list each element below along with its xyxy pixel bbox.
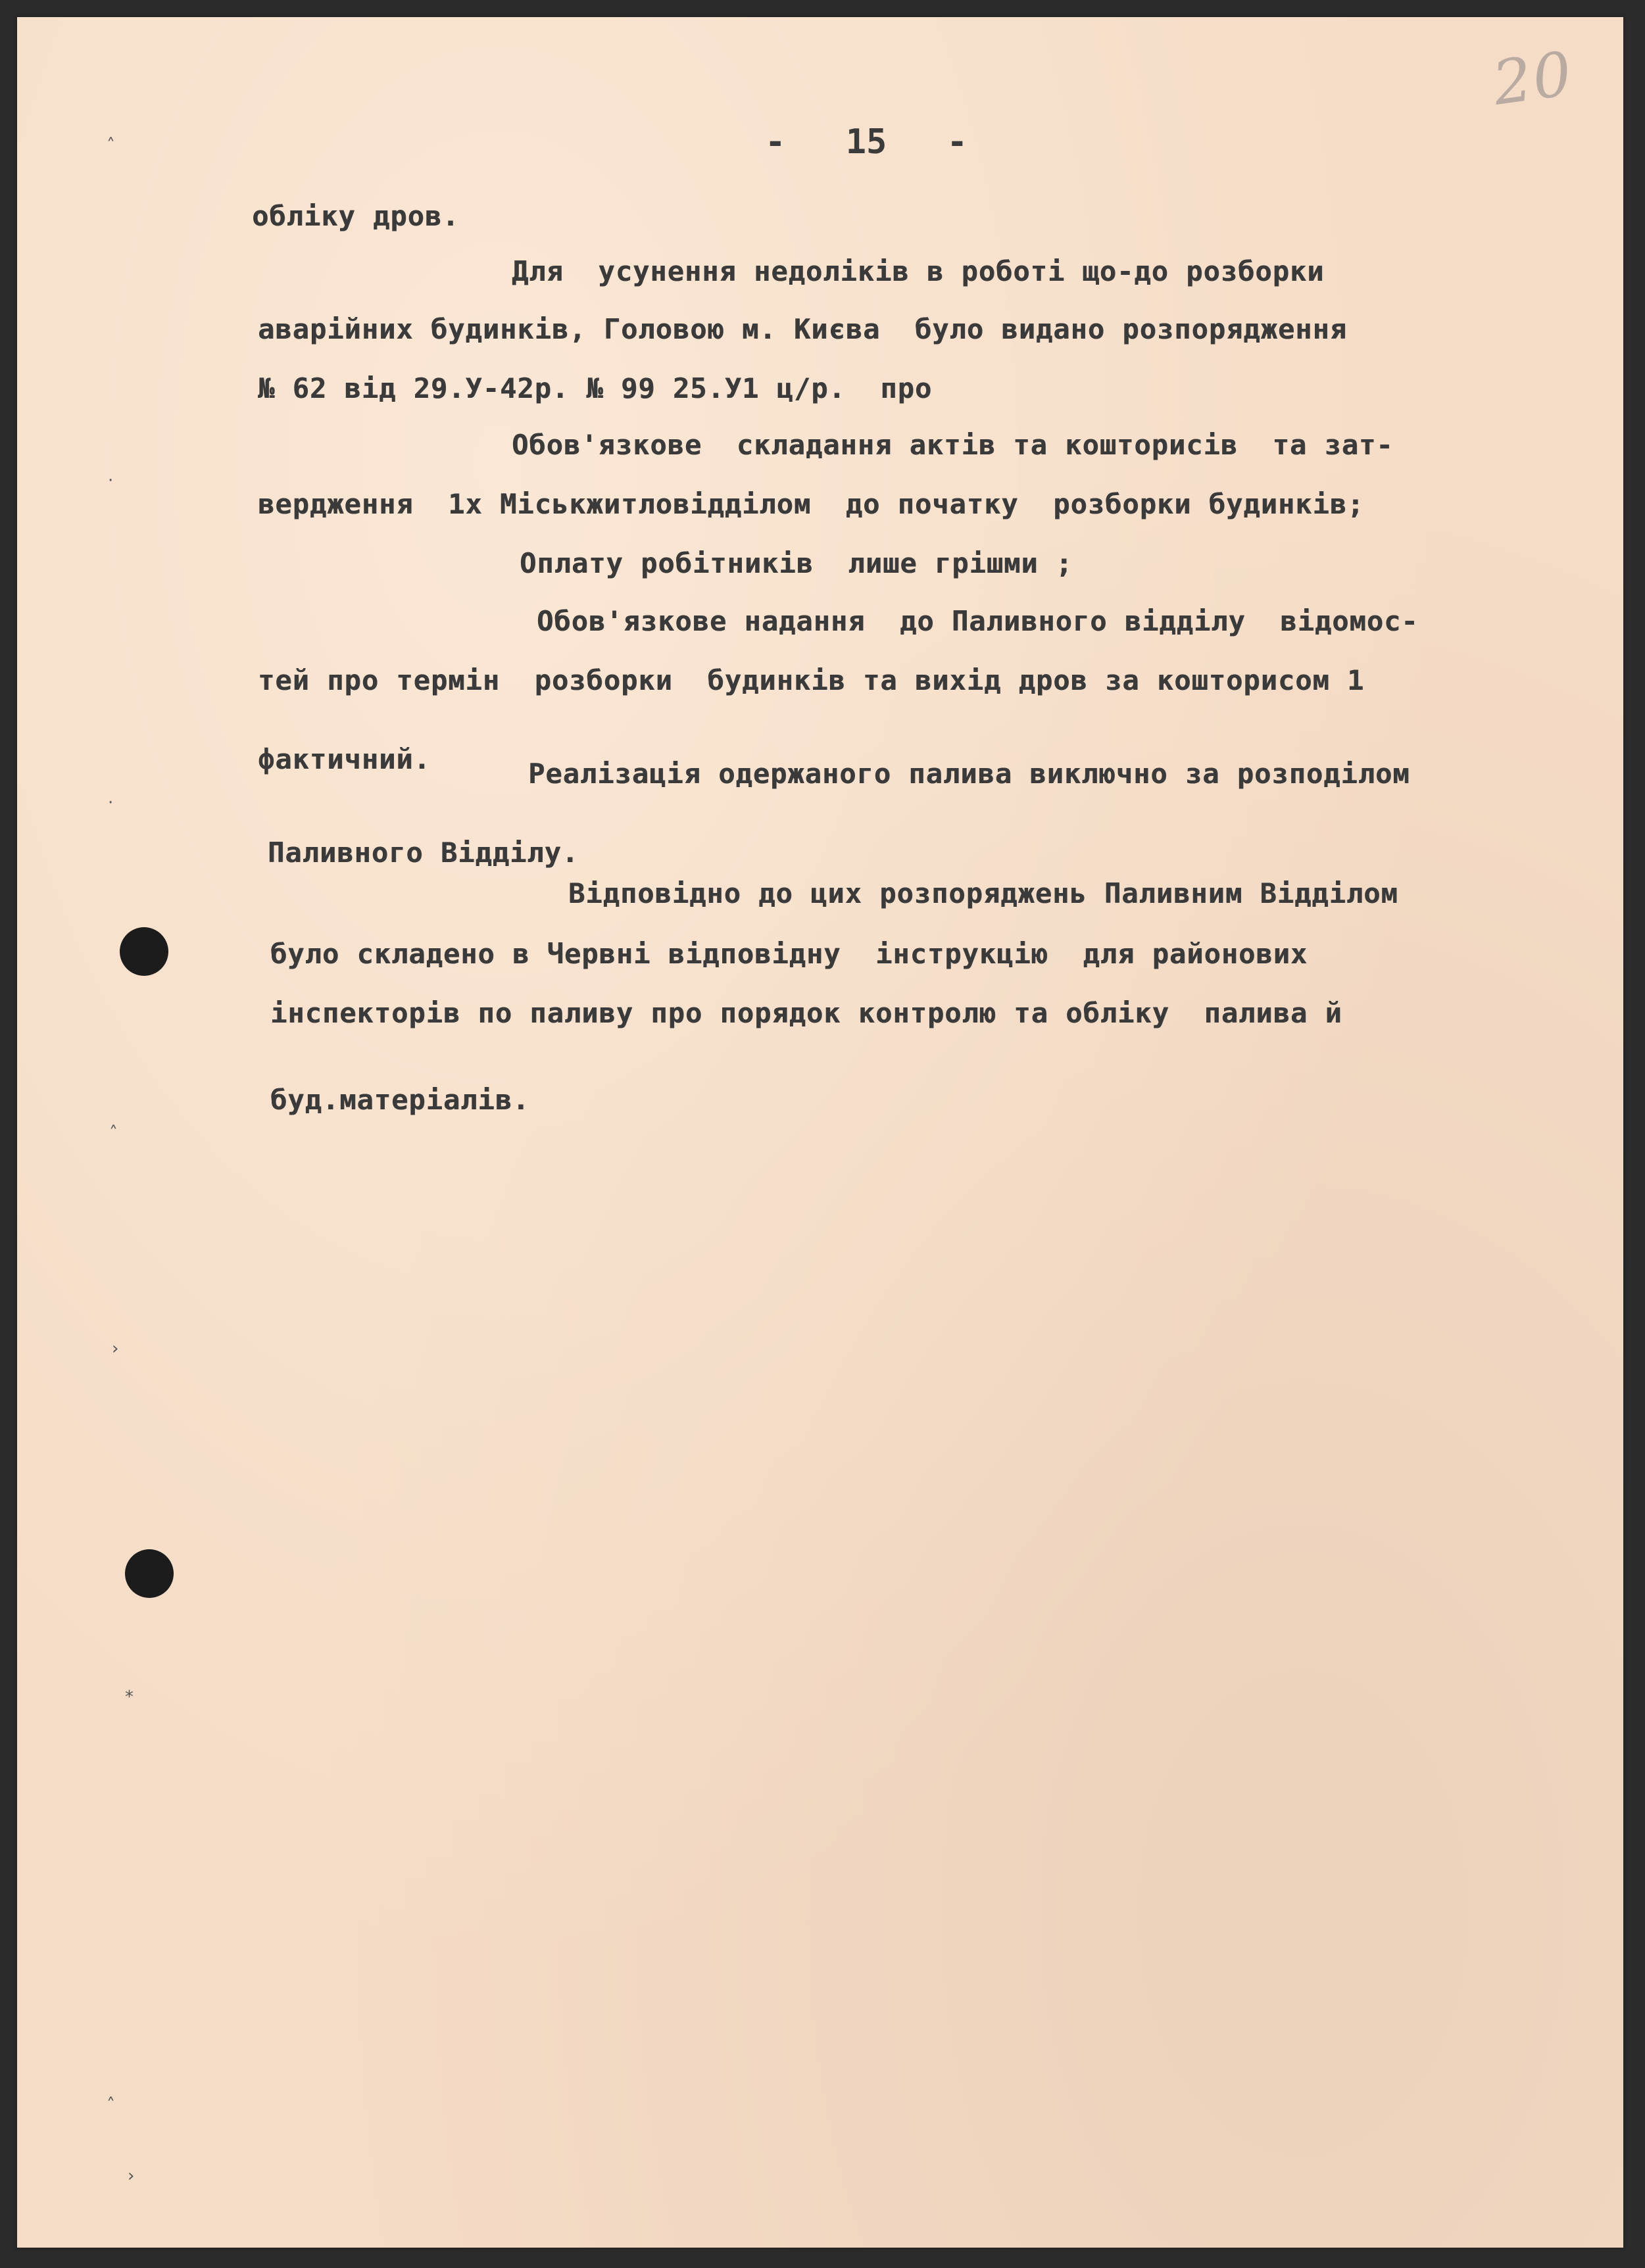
document-page: [17, 17, 1623, 2248]
text-line-2: Для усунення недоліків в роботі що-до розборки: [512, 255, 1325, 287]
text-line-11: Реалізація одержаного палива виключно за розподілом: [528, 758, 1410, 790]
text-line-3: аварійних будинків, Головою м. Києва було видано розпорядження: [258, 313, 1348, 345]
margin-tick-mark: ›: [112, 1339, 119, 1359]
text-line-7: Оплату робітників лише грішми ;: [520, 547, 1073, 579]
text-line-9: тей про термін розборки будинків та вихід дров за кошторисом 1: [258, 664, 1365, 696]
text-line-8: Обов'язкове надання до Паливного відділу відомос-: [537, 605, 1419, 637]
text-line-1: обліку дров.: [252, 200, 460, 232]
margin-tick-mark: ·: [108, 793, 114, 813]
archive-folio-number: 20: [1488, 38, 1577, 119]
text-line-5: Обов'язкове складання актів та кошторисів та зат-: [512, 429, 1394, 461]
text-line-6: вердження 1х Міськжитловідділом до початку розборки будинків;: [258, 488, 1365, 520]
margin-tick-mark: ˄: [109, 1123, 118, 1143]
text-line-15: інспекторів по паливу про порядок контролю та обліку палива й: [270, 997, 1342, 1029]
margin-tick-mark: ˄: [107, 2095, 115, 2115]
text-line-12: Паливного Відділу.: [268, 836, 579, 869]
punch-hole-lower: [125, 1549, 174, 1598]
text-line-10: фактичний.: [258, 743, 431, 775]
margin-tick-mark: ˄: [107, 135, 115, 155]
margin-tick-mark: *: [125, 1687, 134, 1707]
margin-tick-mark: ·: [108, 471, 114, 491]
text-line-13: Відповідно до цих розпоряджень Паливним Відділом: [568, 877, 1398, 909]
margin-tick-mark: ›: [128, 2166, 135, 2186]
punch-hole-upper: [120, 927, 168, 976]
text-line-14: було складено в Червні відповідну інструкцію для районових: [270, 938, 1308, 970]
page-number: - 15 -: [765, 122, 968, 162]
text-line-4: № 62 від 29.У-42р. № 99 25.У1 ц/р. про: [258, 372, 933, 404]
text-line-16: буд.матеріалів.: [270, 1084, 530, 1116]
